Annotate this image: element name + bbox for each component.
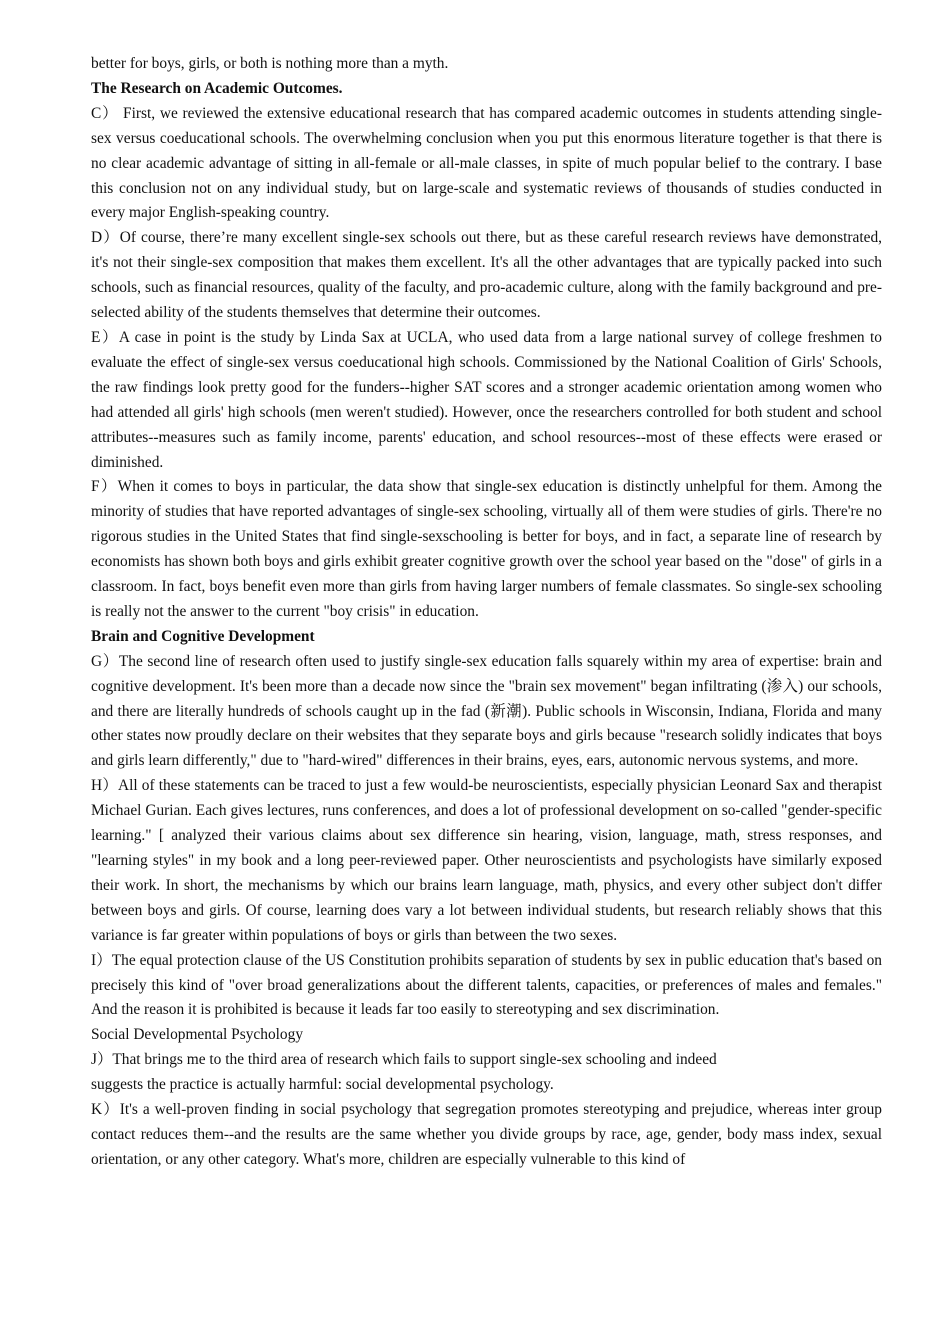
section-heading-brain-cognitive: Brain and Cognitive Development [91, 627, 315, 645]
document-page [91, 52, 882, 1173]
paragraph-g: G）The second line of research often used to justify single-sex education falls squarely within my area of expertise: brain and cognitive development. It's been more than a decade now since the "brain sex movement" began infiltrating (渗入) our schools, and there are literally hundreds of schools caught up in the fad (新潮). Public schools in Wisconsin, Indiana, Florida and many other states now proudly declare on their websites that they separate boys and girls because "research solidly indicates that boys and girls learn differently," due to "hard-wired" differences in their brains, eyes, ears, autonomic nervous systems, and more. [91, 652, 882, 770]
paragraph-f: F）When it comes to boys in particular, the data show that single-sex education is distinctly unhelpful for them. Among the minority of studies that have reported advantages of single-sex schooling, virtually all of them were studies of girls. There're no rigorous studies in the United States that find single-sexschooling is better for boys, and in fact, a separate line of research by economists has shown both boys and girls exhibit greater cognitive growth over the school year based on the "dose" of girls in a classroom. In fact, boys benefit even more than girls from having larger numbers of female classmates. So single-sex schooling is really not the answer to the current "boy crisis" in education. [91, 478, 882, 620]
paragraph-j-line-2: suggests the practice is actually harmful: social developmental psychology. [91, 1076, 554, 1094]
section-heading-social-developmental: Social Developmental Psychology [91, 1026, 304, 1044]
intro-tail-text: better for boys, girls, or both is nothing more than a myth. [91, 55, 449, 72]
paragraph-h: H）All of these statements can be traced to just a few would-be neuroscientists, especially physician Leonard Sax and therapist Michael Gurian. Each gives lectures, runs conferences, and does a lot of professional development on so-called "gender-specific learning." [ analyzed their various claims about sex difference sin hearing, vision, language, math, stress responses, and "learning styles" in my book and a long peer-reviewed paper. Other neuroscientists and psychologists have similarly exposed their work. In short, the mechanisms by which our brains learn language, math, physics, and every other subject don't differ between boys and girls. Of course, learning does vary a lot between individual students, but research reliably shows that this variance is far greater within populations of boys or girls than between the two sexes. [91, 777, 882, 944]
paragraph-k: K）It's a well-proven finding in social psychology that segregation promotes stereotyping and prejudice, whereas inter group contact reduces them--and the results are the same whether you divide groups by race, age, gender, body mass index, sexual orientation, or any other category. What's more, children are especially vulnerable to this kind of [91, 1101, 882, 1168]
paragraph-j-line-1: J）That brings me to the third area of research which fails to support single-sex schooling and indeed [91, 1051, 717, 1069]
paragraph-i: I）The equal protection clause of the US Constitution prohibits separation of students by sex in public education that's based on precisely this kind of "over broad generalizations about the different talents, capacities, or preferences of males and females." And the reason it is prohibited is because it leads far too easily to stereotyping and sex discrimination. [91, 951, 882, 1019]
paragraph-c: C） First, we reviewed the extensive educational research that has compared academic outcomes in students attending single-sex versus coeducational schools. The overwhelming conclusion when you put this enormous literature together is that there is no clear academic advantage of sitting in all-female or all-male classes, in spite of much popular belief to the contrary. I base this conclusion not on any individual study, but on large-scale and systematic reviews of thousands of studies conducted in every major English-speaking country. [91, 104, 882, 222]
paragraph-e: E）A case in point is the study by Linda Sax at UCLA, who used data from a large national survey of college freshmen to evaluate the effect of single-sex versus coeducational high schools. Commissioned by the National Coalition of Girls' Schools, the raw findings look pretty good for the funders--higher SAT scores and a stronger academic orientation among women who had attended all girls' high schools (men weren't studied). However, once the researchers controlled for both student and school attributes--measures such as family income, parents' education, and school resources--most of these effects were erased or diminished. [91, 328, 882, 471]
section-heading-academic-outcomes: The Research on Academic Outcomes. [91, 79, 343, 97]
paragraph-d: D）Of course, there’re many excellent single-sex schools out there, but as these careful research reviews have demonstrated, it's not their single-sex composition that makes them excellent. It's all the other advantages that are typically packed into such schools, such as financial resources, quality of the faculty, and pro-academic culture, along with the family background and pre-selected ability of the students themselves that determine their outcomes. [91, 229, 882, 322]
